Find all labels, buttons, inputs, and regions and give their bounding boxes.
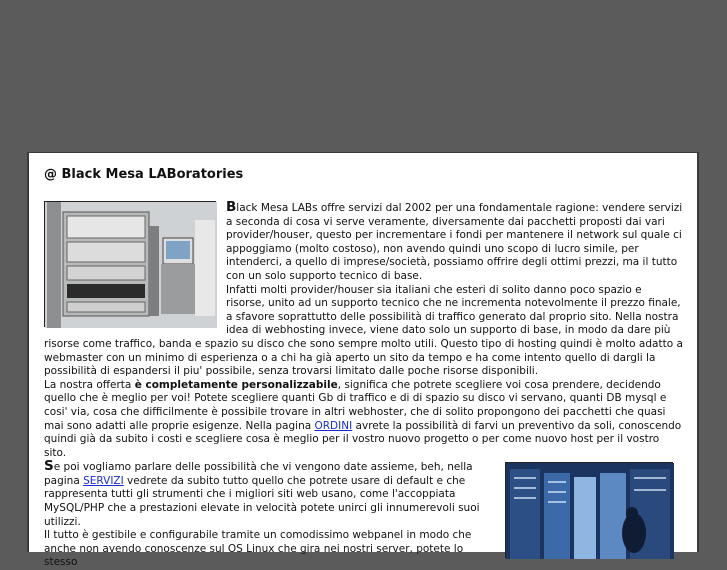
- offer-bold-text: è completamente personalizzabile: [134, 378, 338, 391]
- webpanel-paragraph: Il tutto è gestibile e configurabile tramite un comodissimo webpanel in modo che anche non avendo conoscenze sul OS Linux che gira nei nostri server, potete lo stesso: [44, 529, 472, 569]
- offer-text-b: , significa che potrete scegliere voi cosa prendere, decidendo quello che è meglio per voi! Potete scegliere quanti Gb di traffico e di di spazio su disco vi servano, quanti DB mysql e cosi' via, cosa che difficilmente è possibile trovare in altri webhoster, che di solito propongono dei pacchetti che quasi mai sono adatti alle proprie esigenze. Nella pagina: [44, 378, 667, 432]
- article-body: [44, 201, 683, 570]
- offer-text-a: La nostra offerta: [44, 378, 135, 391]
- services-text-b: vedrete da subito tutto quello che potrete usare di default e che rappresenta tutti gli strumenti che i migliori siti web usano, come l'accoppiata MySQL/PHP che a prestazioni elevate in velocità potete unirci gli innumerevoli suoi utilizzi.: [44, 474, 480, 528]
- datacenter-photo: [505, 462, 673, 558]
- server-rack-photo: [44, 201, 216, 327]
- page-title: @ Black Mesa LABoratories: [44, 167, 244, 182]
- server-rack-illustration: [45, 202, 217, 328]
- ordini-link[interactable]: ORDINI: [314, 419, 353, 432]
- offer-paragraph: [44, 379, 683, 461]
- main-content-panel: [27, 152, 699, 569]
- providers-paragraph: Infatti molti provider/houser sia italiani che esteri di solito danno poco spazio e risorse, unito ad un supporto tecnico che ne incrementa notevolmente il prezzo finale, a sfavore soprattutto delle possibilità di traffico generato dal proprio sito. Nella nostra idea di webhosting invece, viene dato solo un supporto di base, in modo da dare più risorse come traffico, banda e spazio su disco che sono sempre molto utili. Questo tipo di hosting quindi è molto adatto a webmaster con un minimo di esperienza o a chi ha già aperto un sito da tempo e ha come intento quello di dargli la possibilità di espandersi il piu' possibile, senza trovarsi limitato dalle poche risorse disponibili.: [44, 283, 683, 378]
- dropcap-s: S: [44, 458, 54, 475]
- servizi-link[interactable]: SERVIZI: [83, 474, 124, 487]
- offer-text-c: avrete la possibilità di farvi un preventivo da soli, conoscendo quindi già da subito i costi e scegliere cosa è meglio per il vostro nuovo progetto o per come nuovo host per il vostro sito.: [44, 419, 682, 459]
- dropcap-b: B: [226, 199, 237, 215]
- services-text-a: e poi vogliamo parlare delle possibilità che vi vengono date assieme, beh, nella pagina: [44, 461, 473, 487]
- datacenter-illustration: [506, 463, 674, 559]
- intro-text: lack Mesa LABs offre servizi dal 2002 per una fondamentale ragione: vendere servizi a seconda di cosa vi serve veramente, diversamente dai pacchetti proposti dai vari provider/houser, questo per incrementare i fondi per mantenere il network sul quale ci appoggiamo (molto costoso), non avendo quindi uno scopo di lucro simile, per intenderci, a quello di imprese/società, possiamo offrire degli ottimi prezzi, ma il tutto con un solo supporto tecnico di base.: [226, 202, 683, 282]
